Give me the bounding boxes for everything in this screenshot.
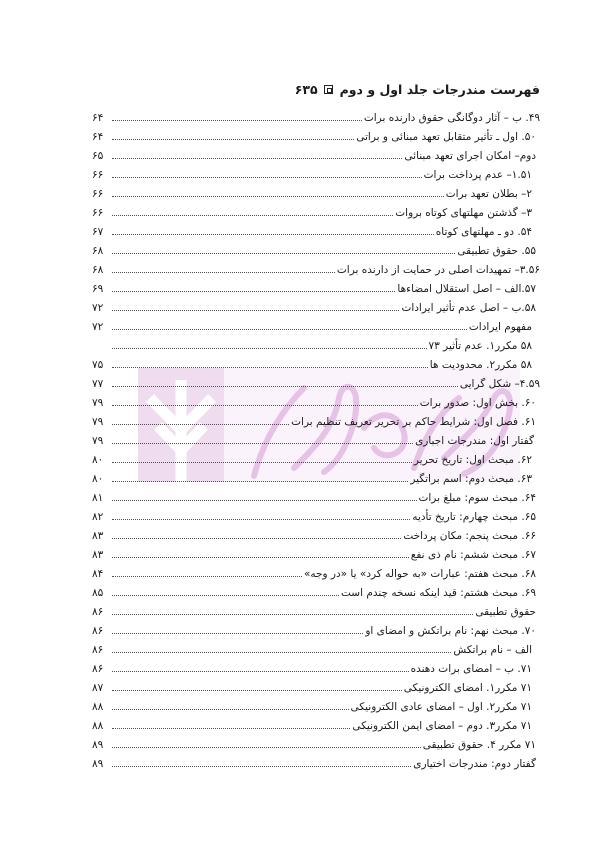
toc-row[interactable]	[92, 716, 540, 735]
toc-entry-title: ۷۱ مکرر۱. امضای الکترونیکی	[403, 681, 532, 694]
toc-entry-title: ۵۵. حقوق تطبیقی	[457, 244, 536, 257]
dot-leader	[112, 414, 289, 425]
toc-entry-title: مفهوم ایرادات	[468, 320, 532, 333]
toc-entry-page: ۸۰	[92, 472, 104, 485]
dot-leader	[112, 281, 395, 292]
toc-entry-title: ۷۱ مکرر ۴. حقوق تطبیقی	[422, 738, 536, 751]
toc-row[interactable]	[92, 488, 540, 507]
toc-row[interactable]	[92, 336, 540, 355]
toc-row[interactable]	[92, 108, 540, 127]
toc-entry-page: ۶۶	[92, 206, 104, 219]
toc-row[interactable]	[92, 241, 540, 260]
toc-entry-title: ۵۸.ب – اصل عدم تأثیر ایرادات	[401, 301, 536, 314]
dot-leader	[112, 148, 402, 159]
toc-entry-title: ۷۱ مکرر۲. اول – امضای عادی الکترونیکی	[350, 700, 532, 713]
toc-entry-title: ۶۲. مبحث اول: تاریخ تحریر	[413, 453, 532, 466]
toc-entry-title: ۵۸ مکرر۲. محدودیت ها	[429, 358, 532, 371]
toc-row[interactable]	[92, 450, 540, 469]
toc-entry-page: ۶۶	[92, 187, 104, 200]
toc-entry-page: ۸۰	[92, 453, 104, 466]
toc-entry-title: ۵۰. اول ـ تأثیر متقابل تعهد مبنائی و براتی	[356, 130, 536, 143]
toc-entry-page: ۷۲	[92, 320, 104, 333]
toc-entry-title: ۶۶. مبحث پنجم: مکان پرداخت	[403, 529, 536, 542]
dot-leader	[112, 718, 350, 729]
dot-leader	[112, 338, 427, 349]
dot-leader	[112, 167, 422, 178]
toc-entry-page: ۸۶	[92, 643, 104, 656]
toc-row[interactable]	[92, 374, 540, 393]
toc-row[interactable]	[92, 545, 540, 564]
toc-row[interactable]	[92, 412, 540, 431]
toc-entry-page: ۷۷	[92, 377, 104, 390]
toc-row[interactable]	[92, 317, 540, 336]
toc-row[interactable]	[92, 393, 540, 412]
toc-row[interactable]	[92, 602, 540, 621]
toc-row[interactable]	[92, 127, 540, 146]
toc-entry-page: ۸۵	[92, 586, 104, 599]
toc-entry-page: ۸۹	[92, 757, 104, 770]
toc-entry-page: ۶۴	[92, 111, 104, 124]
toc-row[interactable]	[92, 678, 540, 697]
toc-entry-page: ۷۹	[92, 415, 104, 428]
dot-leader	[112, 319, 467, 330]
dot-leader	[112, 642, 451, 653]
toc-row[interactable]	[92, 564, 540, 583]
toc-entry-title: ۲– بطلان تعهد برات	[445, 187, 532, 200]
toc-row[interactable]	[92, 659, 540, 678]
toc-entry-page: ۸۶	[92, 605, 104, 618]
toc-row[interactable]	[92, 146, 540, 165]
toc-entry-title: ۶۴. مبحث سوم: مبلغ برات	[418, 491, 536, 504]
toc-entry-title: گفتار دوم: مندرجات اختیاری	[413, 757, 536, 770]
toc-entry-title: ۷۱. ب – امضای برات دهنده	[410, 662, 532, 675]
dot-leader	[112, 490, 417, 501]
toc-entry-title: ۶۰. بخش اول: صدور برات	[419, 396, 536, 409]
toc-entry-page: ۶۷	[92, 225, 104, 238]
toc-row[interactable]	[92, 640, 540, 659]
toc-row[interactable]	[92, 165, 540, 184]
toc-entry-page: ۷۲	[92, 301, 104, 314]
dot-leader	[112, 376, 458, 387]
toc-row[interactable]	[92, 279, 540, 298]
dot-leader	[112, 756, 411, 767]
toc-row[interactable]	[92, 507, 540, 526]
dot-leader	[112, 110, 362, 121]
toc-entry-page: ۶۶	[92, 168, 104, 181]
toc-entry-title: حقوق تطبیقی	[475, 605, 536, 618]
dot-leader	[112, 509, 410, 520]
toc-row[interactable]	[92, 621, 540, 640]
toc-entry-title: ۱.۵۱– عدم پرداخت برات	[423, 168, 532, 181]
dot-leader	[112, 566, 302, 577]
toc-row[interactable]	[92, 355, 540, 374]
toc-entry-page: ۶۸	[92, 244, 104, 257]
dot-leader	[112, 357, 428, 368]
toc-row[interactable]	[92, 431, 540, 450]
dot-leader	[112, 243, 455, 254]
toc-entry-title: ۶۹. مبحث هشتم: قید اینکه نسخه چندم است	[341, 586, 536, 599]
toc-entry-page: ۷۹	[92, 396, 104, 409]
toc-entry-page: ۸۶	[92, 662, 104, 675]
toc-entry-title: ۳.۵۶– تمهیدات اصلی در حمایت از دارنده برات	[336, 263, 540, 276]
toc-entry-page: ۶۹	[92, 282, 104, 295]
toc-row[interactable]	[92, 184, 540, 203]
toc-row[interactable]	[92, 298, 540, 317]
toc-entry-title: ۶۱. فصل اول: شرایط حاکم بر تحریر تعریف تنظیم برات	[291, 415, 536, 428]
dot-leader	[112, 661, 409, 672]
toc-row[interactable]	[92, 526, 540, 545]
toc-row[interactable]	[92, 222, 540, 241]
dot-leader	[112, 585, 339, 596]
toc-entry-title: ۷۱ مکرر۳. دوم – امضای ایمن الکترونیکی	[352, 719, 532, 732]
dot-leader	[112, 547, 409, 558]
toc-entry-title: ۷۰. مبحث نهم: نام براتکش و امضای او	[365, 624, 536, 637]
dot-leader	[112, 452, 412, 463]
dot-leader	[112, 604, 473, 615]
toc-entry-page: ۸۶	[92, 624, 104, 637]
square-bullet-icon	[324, 85, 333, 94]
toc-entry-page: ۸۴	[92, 567, 104, 580]
dot-leader	[112, 186, 444, 197]
toc-entry-page: ۸۹	[92, 738, 104, 751]
toc-entry-page: ۶۴	[92, 130, 104, 143]
toc-entry-page: ۸۲	[92, 510, 104, 523]
toc-entry-page: ۶۵	[92, 149, 104, 162]
dot-leader	[112, 528, 401, 539]
toc-row[interactable]	[92, 203, 540, 222]
dot-leader	[112, 737, 421, 748]
toc-entry-title: ۳– گذشتن مهلتهای کوتاه بروات	[395, 206, 532, 219]
toc-entry-page: ۷۵	[92, 358, 104, 371]
dot-leader	[112, 433, 413, 444]
toc-entry-title: گفتار اول: مندرجات اجباری	[415, 434, 534, 447]
dot-leader	[112, 623, 363, 634]
dot-leader	[112, 205, 393, 216]
dot-leader	[112, 224, 434, 235]
toc-entry-title: ۴.۵۹– شکل گرایی	[459, 377, 540, 390]
toc-entry-title: ۶۸. مبحث هفتم: عبارات «به حواله کرد» یا «در وجه»	[303, 567, 536, 580]
toc-entry-title: ۴۹. ب – آثار دوگانگی حقوق دارنده برات	[363, 111, 540, 124]
toc-entry-page: ۸۳	[92, 548, 104, 561]
toc-entry-page: ۸۸	[92, 700, 104, 713]
toc-row[interactable]	[92, 697, 540, 716]
dot-leader	[112, 699, 349, 710]
toc-row[interactable]	[92, 260, 540, 279]
toc-entry-title: ۵۸ مکرر۱. عدم تأثیر ۷۳	[428, 339, 532, 352]
toc-row[interactable]	[92, 469, 540, 488]
running-header	[94, 80, 540, 98]
toc-entry-page: ۸۳	[92, 529, 104, 542]
toc-entry-title: ۶۵. مبحث چهارم: تاریخ تأدیه	[412, 510, 536, 523]
dot-leader	[112, 262, 335, 273]
dot-leader	[112, 129, 354, 140]
header-title: فهرست مندرجات جلد اول و دوم	[339, 81, 540, 97]
dot-leader	[112, 300, 399, 311]
toc-row[interactable]	[92, 754, 540, 773]
toc-entry-title: ۶۷. مبحث ششم: نام ذی نفع	[410, 548, 536, 561]
toc-row[interactable]	[92, 735, 540, 754]
toc-entry-page: ۸۱	[92, 491, 104, 504]
toc-entry-page: ۸۷	[92, 681, 104, 694]
toc-entry-title: دوم– امکان اجرای تعهد مبنائی	[404, 149, 536, 162]
page-number: ۶۳۵	[294, 81, 318, 97]
toc-entry-page: ۸۸	[92, 719, 104, 732]
toc-entry-title: الف – نام براتکش	[453, 643, 532, 656]
toc-row[interactable]	[92, 583, 540, 602]
dot-leader	[112, 680, 402, 691]
dot-leader	[112, 471, 408, 482]
toc-entry-title: ۶۳. مبحث دوم: اسم براتگیر	[410, 472, 532, 485]
toc-entry-page: ۶۸	[92, 263, 104, 276]
toc-entry-title: ۵۴. دو ـ مهلتهای کوتاه	[435, 225, 532, 238]
dot-leader	[112, 395, 418, 406]
toc-entry-page: ۷۹	[92, 434, 104, 447]
toc-entry-title: ۵۷.الف – اصل استقلال امضاءها	[397, 282, 536, 295]
